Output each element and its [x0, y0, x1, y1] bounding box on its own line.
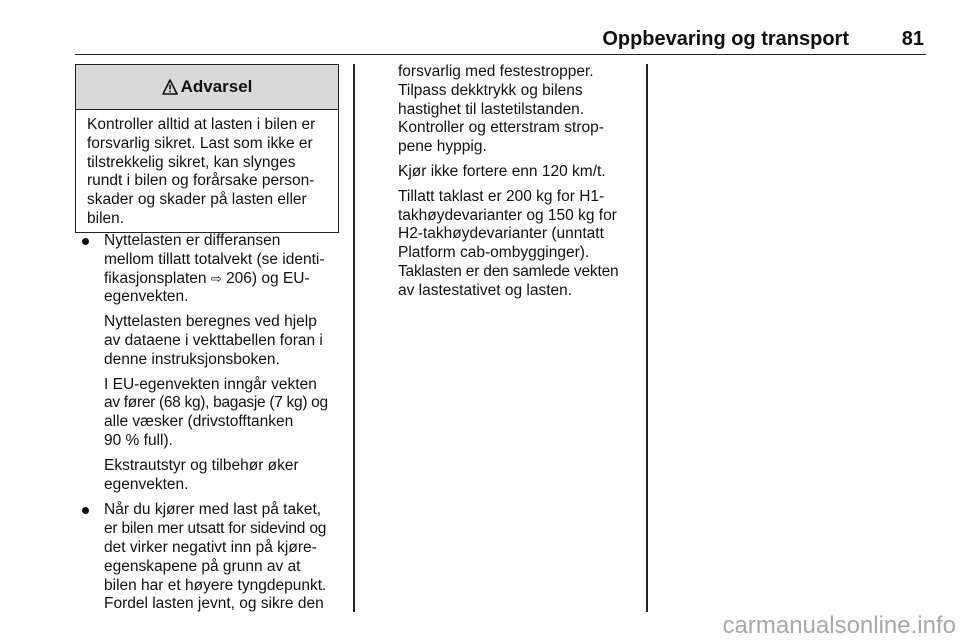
text-line: takhøydevarianter og 150 kg for [398, 206, 617, 224]
warning-header [76, 65, 338, 110]
warning-box [75, 64, 339, 233]
text-line: Tillatt taklast er 200 kg for H1- [398, 187, 605, 205]
warning-line: skader og skader på lasten eller [87, 191, 307, 209]
text-line: egenvekten. [104, 288, 189, 306]
text-line: Kjør ikke fortere enn 120 km/t. [398, 162, 606, 180]
text-line: I EU-egenvekten inngår vekten [104, 375, 317, 393]
list-item [75, 501, 350, 614]
warning-title: Advarsel [180, 77, 253, 96]
text-line: egenskapene på grunn av at [104, 557, 301, 575]
text-line: mellom tillatt totalvekt (se identi- [104, 250, 325, 268]
text-fragment: fikasjonsplaten [104, 269, 211, 287]
text-line: forsvarlig med festestropper. [398, 63, 594, 80]
section-title: Oppbevaring og transport [602, 28, 849, 50]
text-line: er bilen mer utsatt for sidevind og [104, 520, 327, 538]
warning-text [76, 110, 338, 229]
column-divider-1 [353, 64, 355, 612]
text-line: Nyttelasten beregnes ved hjelp [104, 313, 317, 331]
text-line: av lastestativet og lasten. [398, 281, 573, 299]
text-line: det virker negativt inn på kjøre- [104, 538, 317, 556]
text-line: Ekstrautstyr og tilbehør øker [104, 456, 299, 474]
text-line: Taklasten er den samlede vekten [398, 262, 619, 280]
warning-line: Kontroller alltid at lasten i bilen er [87, 116, 316, 133]
bullet-dot [82, 238, 89, 245]
text-line: av fører (68 kg), bagasje (7 kg) og [104, 394, 328, 412]
text-line: Platform cab-ombygginger). [398, 244, 590, 262]
bullet-dot [82, 507, 89, 514]
text-line: Når du kjører med last på taket, [104, 501, 322, 519]
watermark: carmanualsonline.info [722, 612, 956, 639]
warning-line: tilstrekkelig sikret, kan slynges [87, 153, 296, 171]
paragraph [398, 188, 638, 301]
text-fragment: 206) og EU- [221, 269, 310, 287]
text-line: hastighet til lastetilstanden. [398, 100, 585, 118]
paragraph [104, 457, 350, 495]
column-2-text [398, 63, 638, 307]
warning-line: rundt i bilen og forårsake person- [87, 172, 315, 190]
column-divider-2 [646, 64, 648, 612]
paragraph [104, 376, 350, 451]
page-reference-arrow-icon: ⇨ [210, 270, 222, 286]
paragraph [104, 501, 350, 614]
text-line: Kontroller og etterstram strop- [398, 119, 604, 137]
text-line: Fordel lasten jevnt, og sikre den [104, 595, 324, 613]
text-line: alle væsker (drivstofftanken [104, 413, 294, 431]
text-line: av dataene i vekttabellen foran i [104, 331, 323, 349]
list-item [75, 232, 350, 494]
paragraph [398, 163, 638, 182]
text-line: Tilpass dekktrykk og bilens [398, 81, 583, 99]
text-line: H2-takhøydevarianter (unntatt [398, 225, 604, 243]
page-number: 81 [901, 28, 924, 50]
text-line: pene hyppig. [398, 138, 487, 156]
text-line: egenvekten. [104, 475, 189, 493]
warning-triangle-icon [162, 79, 178, 95]
paragraph [104, 232, 350, 307]
page-header [75, 26, 926, 55]
warning-line: forsvarlig sikret. Last som ikke er [87, 134, 313, 152]
bullet-list [75, 232, 350, 621]
warning-line: bilen. [87, 209, 125, 227]
text-line: 90 % full). [104, 431, 173, 449]
text-line: denne instruksjonsboken. [104, 350, 280, 368]
paragraph [398, 63, 638, 157]
text-line: Nyttelasten er differansen [104, 232, 281, 249]
paragraph [104, 313, 350, 369]
text-line: bilen har et høyere tyngdepunkt. [104, 576, 327, 594]
text-line-with-reference [104, 270, 350, 289]
